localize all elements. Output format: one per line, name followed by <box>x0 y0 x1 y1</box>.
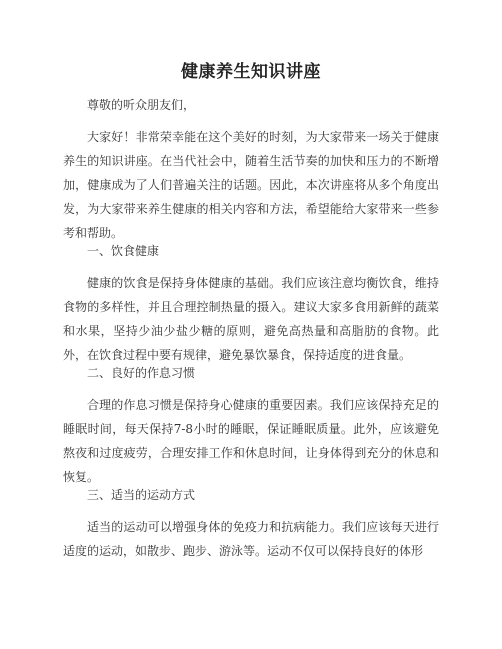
section-heading-exercise: 三、适当的运动方式 <box>87 488 196 502</box>
section-body-diet: 健康的饮食是保持身体健康的基础。我们应该注意均衡饮食，维持食物的多样性，并且合理控制热量的摄入。建议大家多食用新鲜的蔬菜和水果，坚持少油少盐少糖的原则，避免高热量和高脂肪的食物。此外，在饮食过程中要有规律，避免暴饮暴食，保持适度的进食量。 <box>63 276 439 362</box>
section-body-exercise: 适当的运动可以增强身体的免疫力和抗病能力。我们应该每天进行适度的运动，如散步、跑步、游泳等。运动不仅可以保持良好的体形 <box>63 520 439 558</box>
section-heading-routine: 二、良好的作息习惯 <box>87 366 196 380</box>
salutation: 尊敬的听众朋友们， <box>87 98 196 112</box>
section-heading-diet: 一、饮食健康 <box>87 244 160 258</box>
intro-paragraph: 大家好！非常荣幸能在这个美好的时刻，为大家带来一场关于健康养生的知识讲座。在当代社会中，随着生活节奏的加快和压力的不断增加，健康成为了人们普遍关注的话题。因此，本次讲座将从多个角度出发，为大家带来养生健康的相关内容和方法，希望能给大家带来一些参考和帮助。 <box>63 130 439 240</box>
section-body-routine: 合理的作息习惯是保持身心健康的重要因素。我们应该保持充足的睡眠时间，每天保持7-8小时的睡眠，保证睡眠质量。此外，应该避免熬夜和过度疲劳，合理安排工作和休息时间，让身体得到充分的休息和恢复。 <box>63 398 439 484</box>
document-title: 健康养生知识讲座 <box>181 62 321 82</box>
